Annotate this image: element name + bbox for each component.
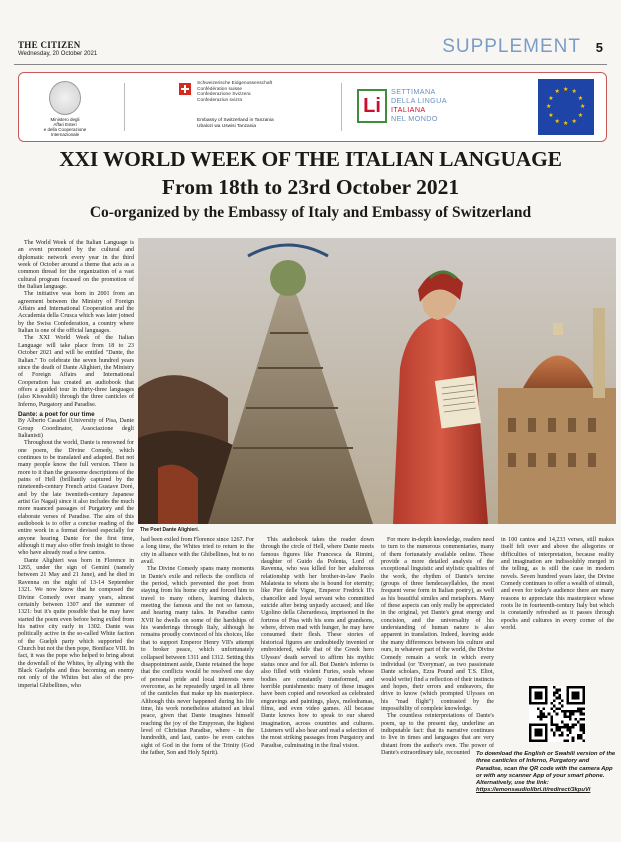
- article-column-2: [141, 537, 254, 757]
- swiss-line: Confederazione Svizzera: [197, 92, 251, 98]
- embassy-line: Ubalozi wa Uswisi Tanzania: [197, 124, 257, 129]
- eu-star-icon: ★: [571, 118, 577, 125]
- painting-caption: The Poet Dante Alighieri.: [140, 527, 199, 533]
- qr-code-graphic: [529, 686, 585, 742]
- qr-code-icon[interactable]: [529, 686, 585, 742]
- masthead-divider: [14, 64, 607, 65]
- paragraph: The Divine Comedy spans many moments in Dante's exile and reflects the conflicts of the period, which prevented the poet from staying from his home city and forced him to travel to many others, learning dialects, meeting the famous and the not so famous, and hearing many tales. In Paradise canto XVII he dwells on some of the hardships of his wanderings through Italy, although he remains proudly convinced of his choices, like that to support Emperor Henry VII's attempt to broker peace, which unfortunately collapsed between 1311 and 1312. Setting this disappointment aside, Dante retained the hope that the conflicts would be resolved one day of personal pride and local interests were overcome, as he repeatedly urged in all three of the canticles that make up his masterpiece. Although this never happened during his life time, his work nonetheless attained an ideal peace, given that Dante imagines himself reaching the joy of the Empyrean, the highest level of Christian Paradise, where - in the hundredth, and last, canto- he even catches sight of God in the form of the Trinity (God the father, Son and Holy Spirit).: [141, 566, 254, 756]
- paragraph: The initiative was born in 2001 from an agreement between the Ministry of Foreign Affairs and International Cooperation and the Accademia della Crusca which was later joined by the Swiss Confederation, a country where Italian is one of the official languages.: [18, 291, 134, 335]
- ministry-line: Ministero degli: [50, 117, 80, 122]
- eu-star-icon: ★: [580, 104, 586, 110]
- eu-star-icon: ★: [563, 87, 569, 93]
- headline-dates: From 18th to 23rd October 2021: [161, 175, 460, 199]
- settimana-line: ITALIANA: [391, 105, 426, 114]
- swiss-line: Schweizerische Eidgenossenschaft: [197, 81, 273, 86]
- banner-divider: [124, 83, 125, 131]
- swiss-confederation-text: [197, 81, 272, 103]
- paragraph: For more in-depth knowledge, readers need to turn to the numerous commentaries, many of them fortunately available online. These provide a more detailed analysis of the exceptional linguistic and stylistic qualities of the work, the rhythm of Dante's tercine (groups of three hendecasyllables, the most frequent verse form in Italian poetry), as well as his beautiful similes and metaphors. Many of these aspects can only really be appreciated in the original, yet Dante's great energy and concision, and the universality of his understanding of human nature is also apparent in translation. Indeed, leaving aside the many differences between his culture and ours, in whatever part of the world, the Divine Comedy remain a work in which every individual (or 'Everyman', as two passionate Dante scholars, Ezra Pound and T.S. Eliot, would write) find a reflection of their instincts and hopes, their errors and endeavors, the drive to know (which prompted Ulysses on his "mad flight") contrasted by the impossibility of complete knowledge.: [381, 537, 494, 712]
- download-note-text: To download the English or Swahili version of the three canticles of Inferno, Purgatory and Paradise, scan the QR code with the camera App or with any scanner App of your smart phone. Alternatively, use the link:: [476, 751, 616, 787]
- page-number: 5: [595, 40, 603, 55]
- paragraph: in 100 cantos and 14,233 verses, still makes itself felt over and above the allegories or difficulties of interpretation, because reality and imagination are indissolubly merged in the telling, as is still the case in modern novels. Seven hundred years later, the Divine Comedy continues to offer a wealth of stimuli, and even for today's audience there are many reasons to appreciate this masterpiece whose roots lie in fourteenth-century Italy but which is constantly refreshed as it passes through epochs and cultures in every corner of the world.: [501, 537, 614, 632]
- paragraph: This audiobook takes the reader down through the circle of Hell, where Dante meets famous figures like Francesca da Rimini, daughter of Guido da Polenta, Lord of Ravenna, who was killed for her adulterous relationship with her brother-in-law Paolo Malatesta to whom she is bound for eternity; like Pier delle Vigne, Emperor Fredrick II's chancellor and loyal servant who committed suicide after being unjustly accused; and like Ugolino della Gherardesca, imprisoned in the fortress of Pisa with his sons and grandsons, where, driven mad with hunger, he may have consumed their flesh. These stories of historical figures are undoubtedly invented or embroidered, while that of the Greek hero Ulysses' death served to affirm his mythic status once and for all. But Dante's inferno is also filled with violent Furies, souls whose bodies are constantly transformed, and horrible punishments: many of these images have been copied and reworked as celebrated engravings and paintings, plays, melodramas, films, and even video games. All because Dante knows how to speak to our shared imagination, across countries and cultures. Listeners will also hear and read a selection of the most striking passages from Purgatory and Paradise, culminating in the final vision.: [261, 537, 374, 749]
- article-column-1: [18, 240, 134, 690]
- paragraph: The World Week of the Italian Language is an event promoted by the cultural and diplomatic network every year in the third week of October around a theme that acts as a common thread for the organization of a vast cultural program focused on the promotion of the Italian language.: [18, 240, 134, 291]
- swiss-flag-icon: [179, 83, 191, 95]
- eu-star-icon: ★: [554, 118, 560, 125]
- byline: By Alberto Casadei (University of Pisa, Dante Group Coordinator, Associazione degli Italianisti): [18, 418, 134, 439]
- ministry-line: Affari Esteri: [53, 122, 77, 127]
- eu-star-icon: ★: [554, 89, 560, 96]
- ministry-caption: [35, 117, 95, 137]
- paragraph: The countless reinterpretations of Dante's poem, up to the present day, underline an indisputable fact: that its narrative continues to live in times and languages that are very distant from the author's own. The power of Dante's extraordinary tale, recounted: [381, 713, 494, 756]
- eu-star-icon: ★: [563, 121, 569, 127]
- settimana-line: NEL MONDO: [391, 114, 438, 123]
- paragraph: Dante Alighieri was born in Florence in 1265, under the sign of Gemini (namely between 21 May and 21 June), and he died in Ravenna on the night of 13-14 September 1321. We now know that he composed the Divine Comedy over many years, almost certainly between 1307 and the summer of 1321: but it's quite possible that he may have started the poem even before being exiled from his native city early in 1302. Dante was politically active in the so-called White faction of the Guelph party which supported the Church but not the then pope, Boniface VIII. In fact, it was the pope who helped to bring about the downfall of the Whites, by allying with the Black Guelphs and thus becoming an enemy not only of the Whites but also of the pro-imperial Ghibellines, who: [18, 557, 134, 689]
- newspaper-title: THE CITIZEN: [18, 40, 81, 50]
- eu-star-icon: ★: [546, 104, 552, 110]
- eu-star-icon: ★: [548, 95, 554, 102]
- download-note: [476, 751, 616, 795]
- masthead: [18, 40, 97, 57]
- ministry-line: e della Cooperazione Internazionale: [43, 127, 87, 137]
- eu-flag-icon: [538, 79, 594, 135]
- banner-divider: [341, 83, 342, 131]
- eu-star-icon: ★: [577, 95, 584, 102]
- eu-star-icon: ★: [577, 112, 584, 119]
- paragraph: The XXI World Week of the Italian Language will take place from 18 to 23 October 2021 and will be entitled "Dante, the Italian." To celebrate the seven hundred years since the death of Dante Alighieri, the Ministry of Foreign Affairs and International Cooperation has created an audiobook that offers a guided tour in thirty-three languages (also Kiswahili) through the three canticles of Inferno, Purgatory and Paradise.: [18, 335, 134, 408]
- settimana-logo-text: [391, 87, 447, 123]
- audiobook-link[interactable]: https://emonsaudiolibri.it/redirect/3kpuVi: [476, 787, 591, 794]
- embassy-line: Embassy of Switzerland in Tanzania: [197, 118, 274, 123]
- li-logo-icon: Li: [357, 89, 387, 123]
- settimana-line: DELLA LINGUA: [391, 96, 447, 105]
- painting-illustration: [138, 238, 616, 524]
- headline-subtitle: Co-organized by the Embassy of Italy and Embassy of Switzerland: [89, 204, 532, 221]
- article-column-3: [261, 537, 374, 750]
- paragraph: had been exiled from Florence since 1267. For a long time, the Whites tried to return to the city in alliance with the Ghibellines, but to no avail.: [141, 537, 254, 566]
- swiss-embassy-text: [197, 118, 274, 130]
- issue-date: Wednesday, 20 October 2021: [18, 51, 98, 57]
- sponsor-banner: [18, 72, 607, 142]
- swiss-line: Confédération suisse: [197, 86, 243, 92]
- article-column-5: [501, 537, 614, 632]
- subheading: Dante: a poet for our time: [18, 410, 95, 418]
- headline-title: XXI WORLD WEEK OF THE ITALIAN LANGUAGE: [59, 147, 562, 171]
- swiss-line: Confederaziun svizra: [197, 97, 243, 103]
- section-label: SUPPLEMENT: [442, 36, 581, 57]
- italian-emblem-icon: [49, 81, 81, 115]
- eu-star-icon: ★: [548, 112, 554, 119]
- dante-painting: [138, 238, 616, 524]
- paragraph: Throughout the world, Dante is renowned for one poem, the Divine Comedy, which continues to be translated and adapted. But not many people know the full version. There is more to it than the gruesome descriptions of the pains of Hell (brilliantly captured by the nineteenth-century French artist Gustave Doré, and by the late twentieth-century Japanese artist Go Nagai) since it also includes the much more nuanced passages of Purgatory and the elaborate verses of Paradise. The aim of this audiobook is to offer a concise reading of the entire work in a format devised especially for anyone hearing Dante for the first time, although it may also offer fresh insight to those who have already read a few cantos.: [18, 440, 134, 557]
- settimana-line: SETTIMANA: [391, 87, 436, 96]
- article-column-4: [381, 537, 494, 757]
- eu-star-icon: ★: [571, 89, 577, 96]
